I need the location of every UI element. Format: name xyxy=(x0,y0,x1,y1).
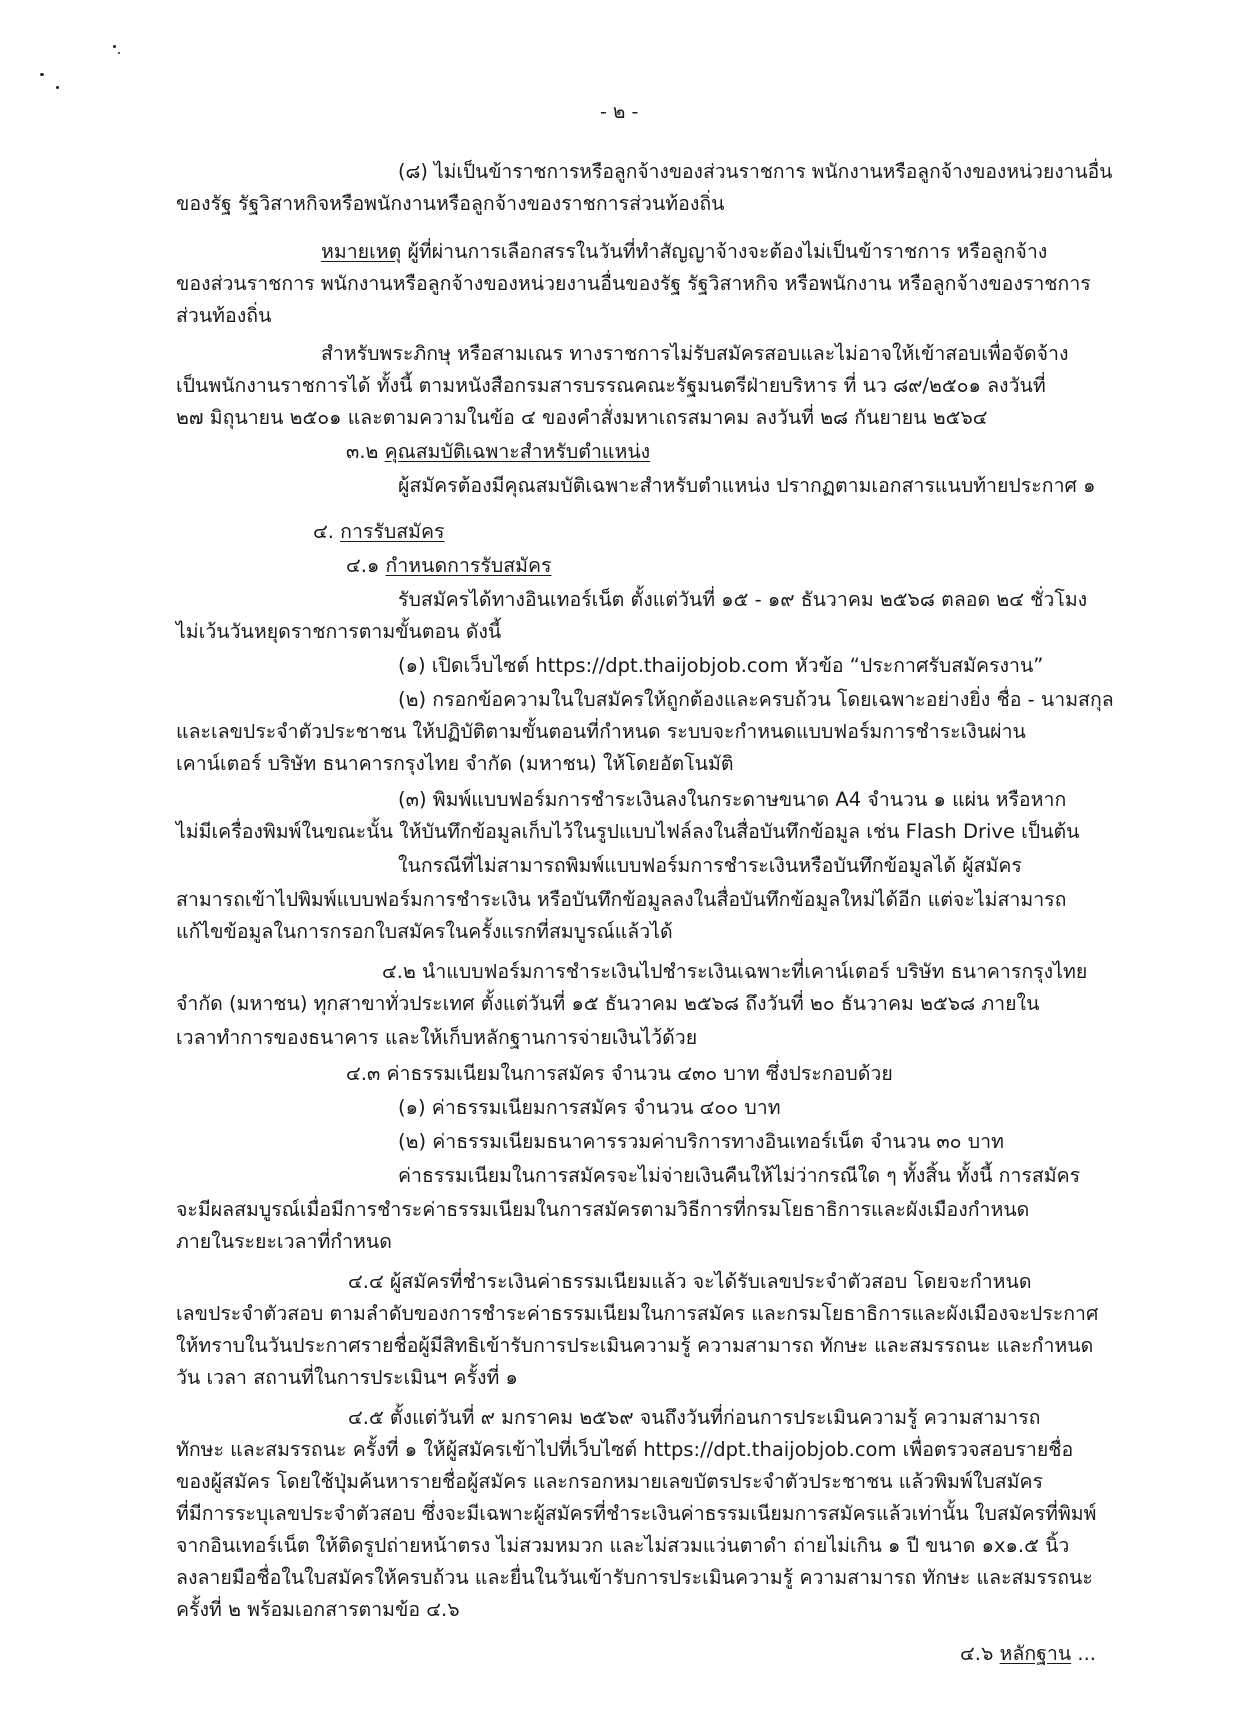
step-3-line1: (๓) พิมพ์แบบฟอร์มการชำระเงินลงในกระดาษขนาด A4 จำนวน ๑ แผ่น หรือหาก xyxy=(398,788,1067,811)
section-3-2-number: ๓.๒ xyxy=(346,440,385,463)
section-4-5-line1: ๔.๕ ตั้งแต่วันที่ ๙ มกราคม ๒๕๖๙ จนถึงวันที่ก่อนการประเมินความรู้ ความสามารถ xyxy=(348,1406,1041,1429)
footer-number: ๔.๖ xyxy=(960,1642,1000,1665)
section-4-4-line3: ให้ทราบในวันประกาศรายชื่อผู้มีสิทธิเข้ารับการประเมินความรู้ ความสามารถ ทักษะ และสมรรถนะ และกำหนด xyxy=(176,1334,1094,1357)
fee-2-line: (๒) ค่าธรรมเนียมธนาคารรวมค่าบริการทางอินเทอร์เน็ต จำนวน ๓๐ บาท xyxy=(398,1130,1004,1153)
note-text: ผู้ที่ผ่านการเลือกสรรในวันที่ทำสัญญาจ้างจะต้องไม่เป็นข้าราชการ หรือลูกจ้าง xyxy=(401,240,1048,263)
section-4-3-line1: ๔.๓ ค่าธรรมเนียมในการสมัคร จำนวน ๔๓๐ บาท ซึ่งประกอบด้วย xyxy=(346,1062,893,1085)
section-4-1-heading xyxy=(346,552,552,580)
note-label: หมายเหตุ xyxy=(321,240,402,263)
page-number: - ๒ - xyxy=(600,101,639,123)
section-4-5-line2: ทักษะ และสมรรถนะ ครั้งที่ ๑ ให้ผู้สมัครเข้าไปที่เว็บไซต์ https://dpt.thaijobjob.com เพื่อตรวจสอบรายชื่อ xyxy=(176,1438,1074,1461)
section-4-1-line2: ไม่เว้นวันหยุดราชการตามขั้นตอน ดังนี้ xyxy=(176,620,502,643)
section-4-title: การรับสมัคร xyxy=(340,520,445,543)
section-4-5-line6: ลงลายมือชื่อในใบสมัครให้ครบถ้วน และยื่นในวันเข้ารับการประเมินความรู้ ความสามารถ ทักษะ และสมรรถนะ xyxy=(176,1566,1093,1589)
footer-title: หลักฐาน xyxy=(999,1642,1072,1665)
fee-note-line1: ค่าธรรมเนียมในการสมัครจะไม่จ่ายเงินคืนให้ไม่ว่ากรณีใด ๆ ทั้งสิ้น ทั้งนี้ การสมัคร xyxy=(398,1164,1081,1187)
section-4-heading xyxy=(313,518,445,546)
note-line2: ของส่วนราชการ พนักงานหรือลูกจ้างของหน่วยงานอื่นของรัฐ รัฐวิสาหกิจ หรือพนักงาน หรือลูกจ้างของราชการ xyxy=(176,272,1091,295)
fee-note-line2: จะมีผลสมบูรณ์เมื่อมีการชำระค่าธรรมเนียมในการสมัครตามวิธีการที่กรมโยธาธิการและผังเมืองกำหนด xyxy=(176,1198,1030,1221)
section-4-1-title: กำหนดการรับสมัคร xyxy=(385,554,552,577)
section-3-2-title: คุณสมบัติเฉพาะสำหรับตำแหน่ง xyxy=(384,440,651,463)
case-line3: แก้ไขข้อมูลในการกรอกใบสมัครในครั้งแรกที่สมบูรณ์แล้วได้ xyxy=(176,920,673,943)
monk-line2: เป็นพนักงานราชการได้ ทั้งนี้ ตามหนังสือกรมสารบรรณคณะรัฐมนตรีฝ่ายบริหาร ที่ นว ๘๙/๒๕๐๑ ลงวันที่ xyxy=(176,374,1046,397)
section-3-2-line1: ผู้สมัครต้องมีคุณสมบัติเฉพาะสำหรับตำแหน่ง ปรากฏตามเอกสารแนบท้ายประกาศ ๑ xyxy=(398,474,1096,497)
monk-line3: ๒๗ มิถุนายน ๒๕๐๑ และตามความในข้อ ๔ ของคำสั่งมหาเถรสมาคม ลงวันที่ ๒๘ กันยายน ๒๕๖๔ xyxy=(176,406,988,429)
section-4-5-line3: ของผู้สมัคร โดยใช้ปุ่มค้นหารายชื่อผู้สมัคร และกรอกหมายเลขบัตรประจำตัวประชาชน แล้วพิมพ์ใบสมัคร xyxy=(176,1470,1044,1493)
section-4-4-line2: เลขประจำตัวสอบ ตามลำดับของการชำระค่าธรรมเนียมในการสมัคร และกรมโยธาธิการและผังเมืองจะประกาศ xyxy=(176,1302,1099,1325)
step-3-line2: ไม่มีเครื่องพิมพ์ในขณะนั้น ให้บันทึกข้อมูลเก็บไว้ในรูปแบบไฟล์ลงในสื่อบันทึกข้อมูล เช่น Flash Drive เป็นต้น xyxy=(176,820,1080,843)
fee-1-line: (๑) ค่าธรรมเนียมการสมัคร จำนวน ๔๐๐ บาท xyxy=(398,1096,781,1119)
scan-specks xyxy=(30,40,90,100)
step-2-line2: และเลขประจำตัวประชาชน ให้ปฏิบัติตามขั้นตอนที่กำหนด ระบบจะกำหนดแบบฟอร์มการชำระเงินผ่าน xyxy=(176,720,1026,743)
note-line3: ส่วนท้องถิ่น xyxy=(176,304,272,327)
section-4-number: ๔. xyxy=(313,520,341,543)
section-4-2-line3: เวลาทำการของธนาคาร และให้เก็บหลักฐานการจ่ายเงินไว้ด้วย xyxy=(176,1026,698,1049)
case-line1: ในกรณีที่ไม่สามารถพิมพ์แบบฟอร์มการชำระเงินหรือบันทึกข้อมูลได้ ผู้สมัคร xyxy=(398,854,1022,877)
fee-note-line3: ภายในระยะเวลาที่กำหนด xyxy=(176,1230,392,1253)
section-4-1-number: ๔.๑ xyxy=(346,554,386,577)
section-4-5-line4: ที่มีการระบุเลขประจำตัวสอบ ซึ่งจะมีเฉพาะผู้สมัครที่ชำระเงินค่าธรรมเนียมการสมัครแล้วเท่านั้น ใบสมัครที่พิมพ์ xyxy=(176,1502,1097,1525)
step-2-line1: (๒) กรอกข้อความในใบสมัครให้ถูกต้องและครบถ้วน โดยเฉพาะอย่างยิ่ง ชื่อ - นามสกุล xyxy=(398,688,1114,711)
section-3-2-heading xyxy=(346,438,650,466)
note-line1 xyxy=(321,238,1047,266)
case-line2: สามารถเข้าไปพิมพ์แบบฟอร์มการชำระเงิน หรือบันทึกข้อมูลลงในสื่อบันทึกข้อมูลใหม่ได้อีก แต่จะไม่สามารถ xyxy=(176,888,1067,911)
section-4-2-line2: จำกัด (มหาชน) ทุกสาขาทั่วประเทศ ตั้งแต่วันที่ ๑๕ ธันวาคม ๒๕๖๘ ถึงวันที่ ๒๐ ธันวาคม ๒๕๖๘ ภายใน xyxy=(176,992,1040,1015)
monk-line1: สำหรับพระภิกษุ หรือสามเณร ทางราชการไม่รับสมัครสอบและไม่อาจให้เข้าสอบเพื่อจัดจ้าง xyxy=(321,342,1069,365)
section-4-5-line5: จากอินเทอร์เน็ต ให้ติดรูปถ่ายหน้าตรง ไม่สวมหมวก และไม่สวมแว่นตาดำ ถ่ายไม่เกิน ๑ ปี ขนาด ๑x๑.๕ นิ้ว xyxy=(176,1534,1070,1557)
item8-line1: (๘) ไม่เป็นข้าราชการหรือลูกจ้างของส่วนราชการ พนักงานหรือลูกจ้างของหน่วยงานอื่น xyxy=(398,160,1113,183)
section-4-2-line1: ๔.๒ นำแบบฟอร์มการชำระเงินไปชำระเงินเฉพาะที่เคาน์เตอร์ บริษัท ธนาคารกรุงไทย xyxy=(382,960,1088,983)
footer-ellipsis: ... xyxy=(1071,1642,1096,1665)
step-2-line3: เคาน์เตอร์ บริษัท ธนาคารกรุงไทย จำกัด (มหาชน) ให้โดยอัตโนมัติ xyxy=(176,752,734,775)
section-4-5-line7: ครั้งที่ ๒ พร้อมเอกสารตามข้อ ๔.๖ xyxy=(176,1598,460,1621)
item8-line2: ของรัฐ รัฐวิสาหกิจหรือพนักงานหรือลูกจ้างของราชการส่วนท้องถิ่น xyxy=(176,192,725,215)
section-4-1-line1: รับสมัครได้ทางอินเทอร์เน็ต ตั้งแต่วันที่ ๑๕ - ๑๙ ธันวาคม ๒๕๖๘ ตลอด ๒๔ ชั่วโมง xyxy=(398,588,1088,611)
section-4-4-line1: ๔.๔ ผู้สมัครที่ชำระเงินค่าธรรมเนียมแล้ว จะได้รับเลขประจำตัวสอบ โดยจะกำหนด xyxy=(348,1270,1032,1293)
step-1-line: (๑) เปิดเว็บไซต์ https://dpt.thaijobjob.com หัวข้อ “ประกาศรับสมัครงาน” xyxy=(398,654,1044,677)
continuation-footer xyxy=(960,1640,1096,1668)
section-4-4-line4: วัน เวลา สถานที่ในการประเมินฯ ครั้งที่ ๑ xyxy=(176,1366,518,1389)
